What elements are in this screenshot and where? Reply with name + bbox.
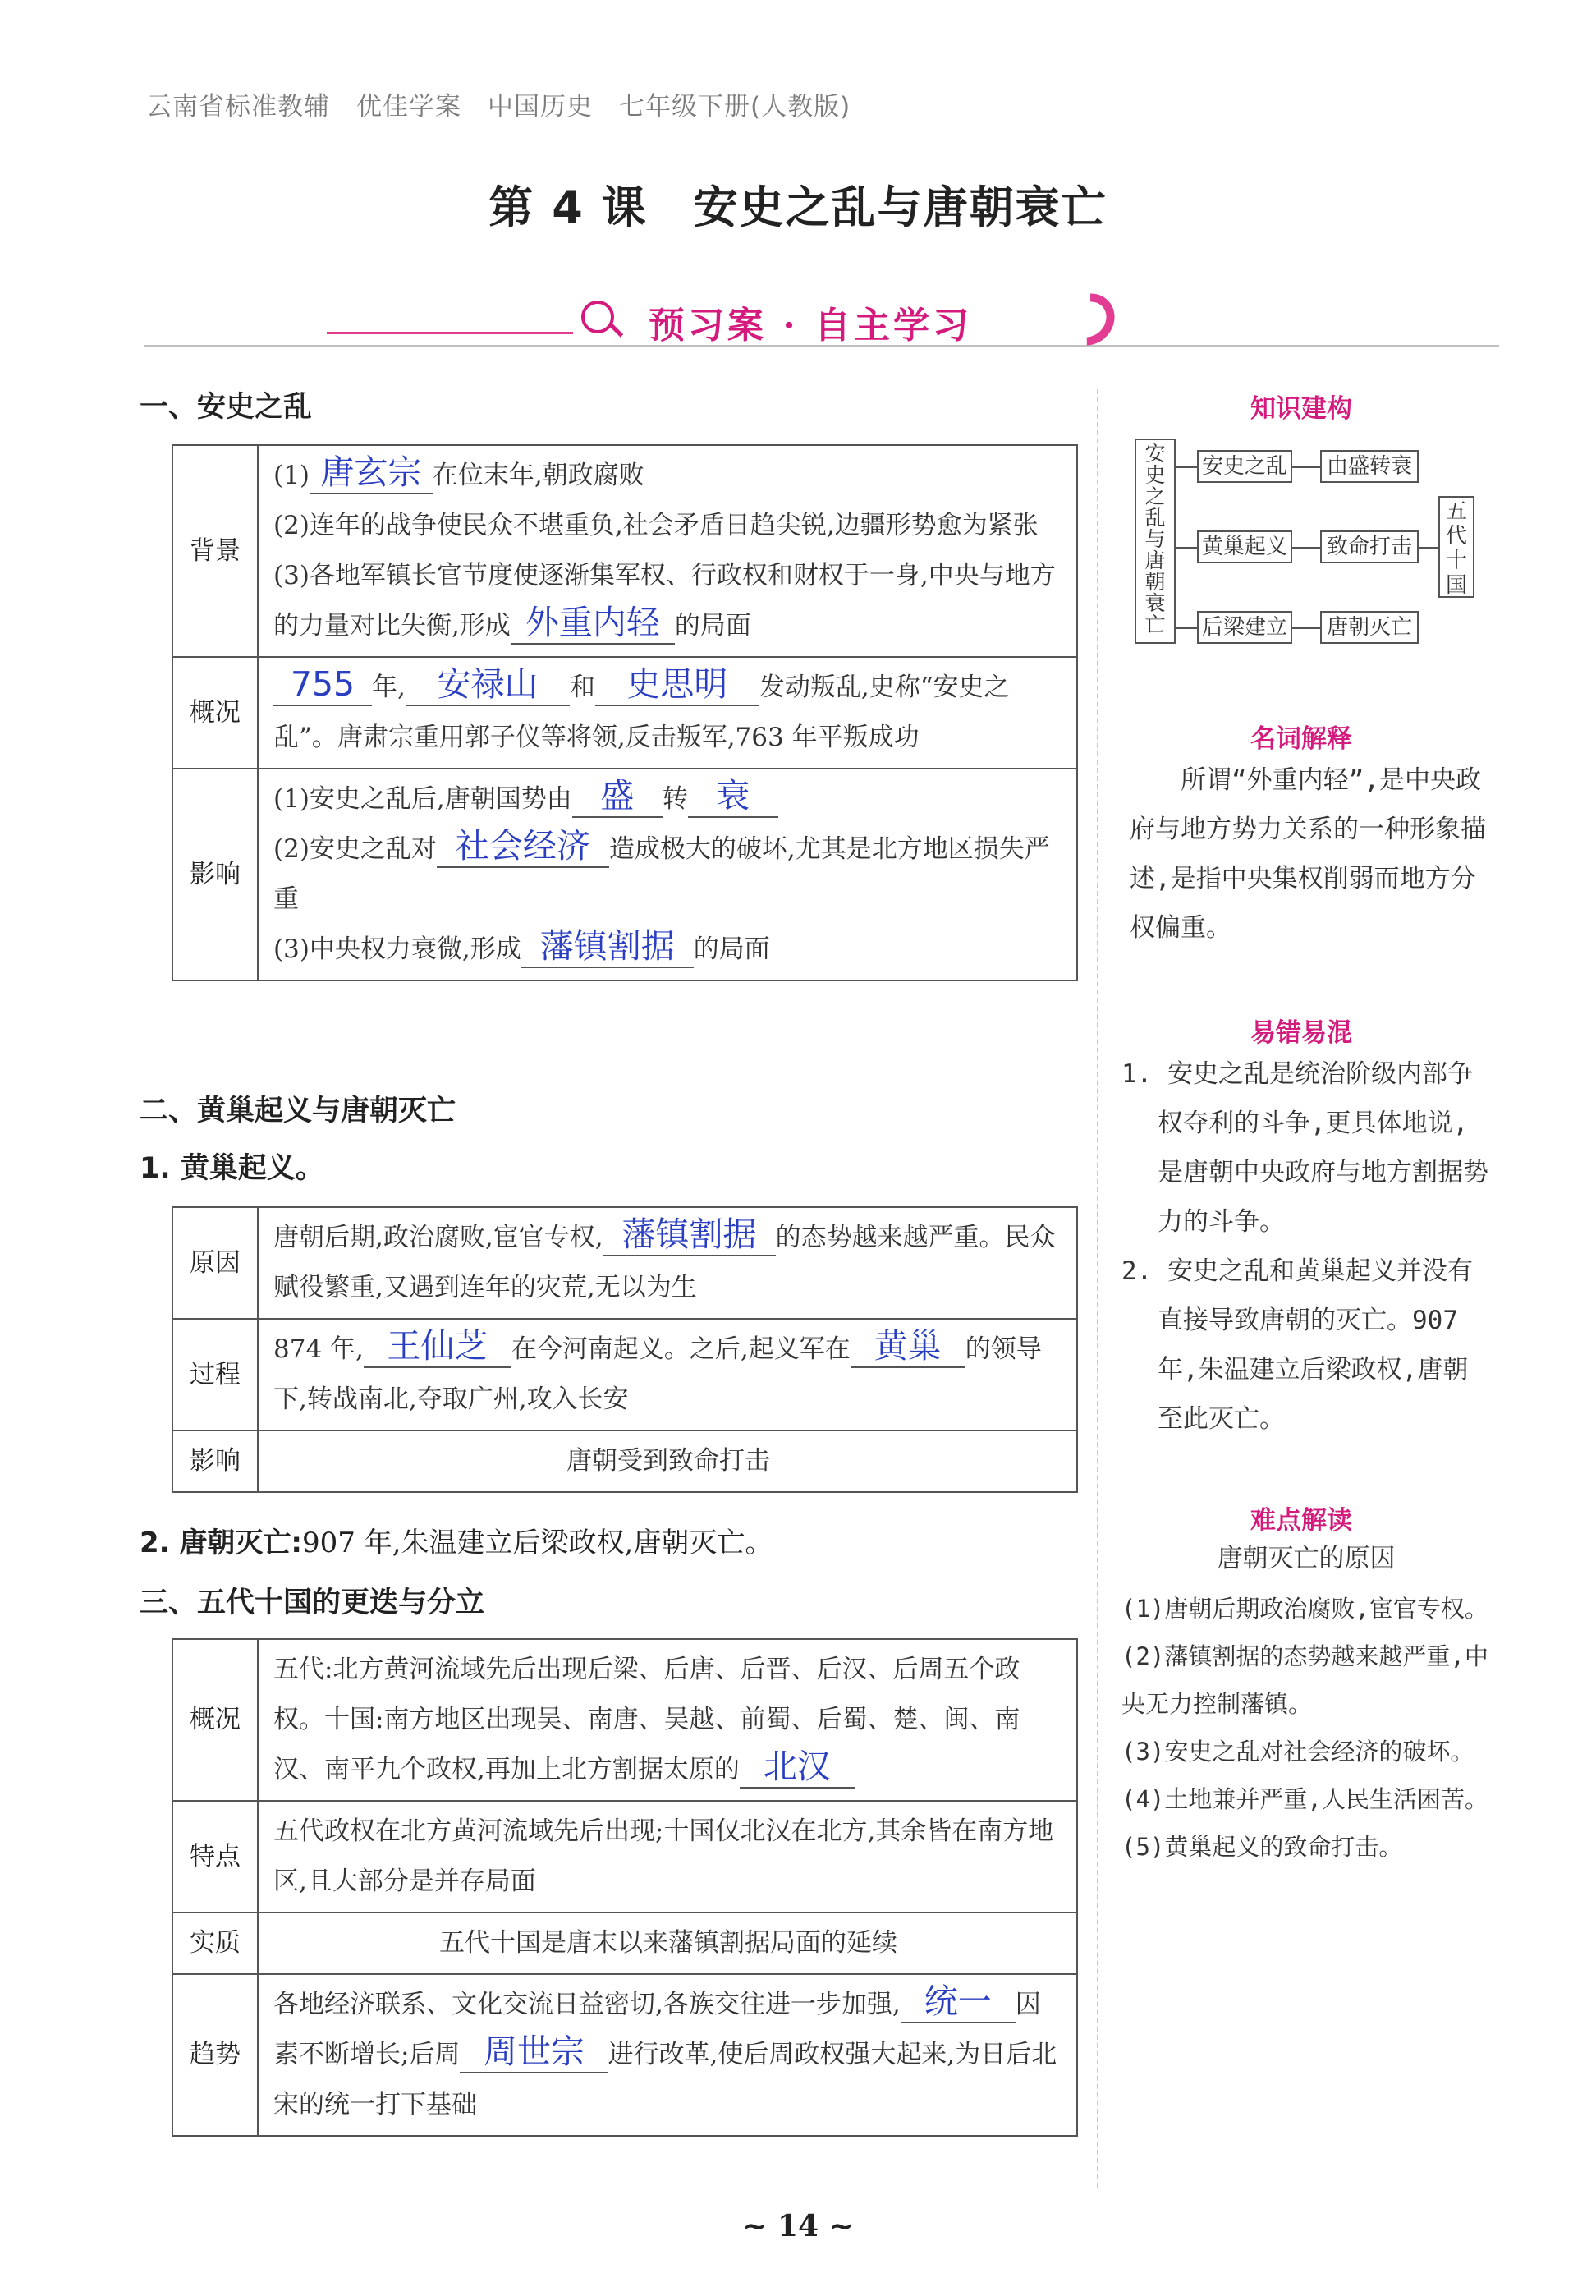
- sidebar-heading-term: 名词解释: [1250, 724, 1352, 754]
- text: (1): [273, 461, 310, 490]
- magnifier-handle-icon: [610, 324, 623, 337]
- answer-blank: 统一: [901, 1981, 1016, 2023]
- section-heading-3: 三、五代十国的更迭与分立: [140, 1587, 485, 1619]
- tang-fall-text: 907 年,朱温建立后梁政权,唐朝灭亡。: [302, 1527, 773, 1559]
- table-row: [172, 1319, 1077, 1430]
- table-row: [172, 1801, 1077, 1913]
- connector: [1176, 627, 1199, 629]
- row-label: 特点: [172, 1801, 258, 1913]
- structure-box-huangchao: 黄巢起义: [1197, 530, 1292, 563]
- banner-accent-line: [327, 332, 573, 334]
- answer-blank: 外重内轻: [511, 602, 675, 645]
- row-content: [258, 1319, 1077, 1430]
- sub-heading-tang-fall: 2. 唐朝灭亡:: [140, 1527, 303, 1559]
- row-label: 过程: [172, 1319, 258, 1430]
- table-row: [172, 1430, 1077, 1492]
- text: 五代:北方黄河流域先后出现后梁、后唐、后晋、后汉、后周五个政权。十国:南方地区出现吴、南唐、吴越、前蜀、后蜀、楚、闽、南汉、南平九个政权,再加上北方割据太原的: [273, 1655, 1020, 1784]
- row-label: 概况: [172, 657, 258, 769]
- structure-box-anshi: 安史之乱: [1197, 450, 1292, 483]
- text: 874 年,: [273, 1334, 364, 1364]
- table-row: [172, 445, 1077, 657]
- row-content: [258, 1974, 1077, 2136]
- difficulty-item: (1)唐朝后期政治腐败,宦官专权。: [1121, 1595, 1488, 1623]
- difficulty-item: (5)黄巢起义的致命打击。: [1121, 1833, 1403, 1861]
- sidebar-heading-difficulty: 难点解读: [1250, 1506, 1352, 1536]
- row-content: [258, 1639, 1077, 1801]
- row-label: 趋势: [172, 1974, 258, 2136]
- answer-blank: 藩镇割据: [521, 925, 694, 968]
- answer-blank: 盛: [572, 775, 663, 818]
- sub-heading-huangchao: 1. 黄巢起义。: [140, 1152, 324, 1185]
- text: 在今河南起义。之后,起义军在: [511, 1334, 851, 1364]
- row-label: 实质: [172, 1913, 258, 1974]
- answer-blank: 安禄山: [406, 664, 570, 706]
- row-content: 唐朝受到致命打击: [258, 1430, 1077, 1492]
- structure-box-houliang: 后梁建立: [1197, 611, 1292, 644]
- section-heading-2: 二、黄巢起义与唐朝灭亡: [140, 1095, 456, 1127]
- text: 年,: [372, 673, 406, 702]
- text: (3)中央权力衰微,形成: [273, 934, 521, 964]
- table-row: [172, 1913, 1077, 1974]
- row-label: 背景: [172, 445, 258, 657]
- table-row: [172, 1639, 1077, 1801]
- table-wudai: [172, 1638, 1078, 2137]
- row-content: [258, 657, 1077, 769]
- text: 发动叛乱,史称“安史之乱”。唐肃宗重用郭子仪等将领,反击叛军,763 年平叛成功: [273, 673, 1010, 752]
- structure-box-miewang: 唐朝灭亡: [1320, 611, 1419, 644]
- answer-blank: 衰: [688, 775, 778, 818]
- text: 的态势越来越严重。民众赋役繁重,又遇到连年的灾荒,无以为生: [273, 1223, 1056, 1302]
- table-row: [172, 657, 1077, 769]
- row-label: 原因: [172, 1207, 258, 1319]
- lesson-title: 第 4 课 安史之乱与唐朝衰亡: [488, 181, 1108, 233]
- answer-blank: 唐玄宗: [310, 452, 433, 494]
- arrow: [1292, 627, 1320, 629]
- row-content: [258, 769, 1077, 980]
- text: 各地经济联系、文化交流日益密切,各族交往进一步加强,: [273, 1990, 901, 2019]
- answer-blank: 北汉: [740, 1746, 855, 1789]
- text: 的领导下,转战南北,夺取广州,攻入长安: [273, 1334, 1042, 1414]
- text: 因素不断增长;后周: [273, 1990, 1041, 2069]
- column-divider: [1097, 389, 1098, 2188]
- row-content: [258, 445, 1077, 657]
- connector: [1176, 466, 1199, 468]
- term-explanation: 所谓“外重内轻”,是中央政府与地方势力关系的一种形象描述,是指中央集权削弱而地方分权偏重。: [1130, 765, 1486, 943]
- structure-box-shengshuai: 由盛转衰: [1320, 450, 1419, 483]
- answer-blank: 史思明: [595, 664, 759, 706]
- text: 和: [569, 673, 595, 702]
- text: 造成极大的破坏,尤其是北方地区损失严重: [273, 834, 1050, 914]
- structure-root-box: 安史之乱与唐朝衰亡: [1135, 439, 1176, 644]
- text: (2)安史之乱对: [273, 834, 437, 864]
- text: 在位末年,朝政腐败: [432, 461, 644, 490]
- text: 进行改革,使后周政权强大起来,为日后北宋的统一打下基础: [273, 2040, 1057, 2119]
- sidebar-heading-structure: 知识建构: [1250, 394, 1352, 424]
- difficulty-item: (3)安史之乱对社会经济的破坏。: [1121, 1738, 1474, 1766]
- text: 转: [662, 784, 688, 814]
- table-huangchao: [172, 1206, 1078, 1493]
- table-an-shi: [172, 444, 1078, 981]
- connector: [1176, 547, 1199, 549]
- magnifier-icon: [581, 301, 614, 333]
- answer-blank: 藩镇割据: [603, 1214, 776, 1256]
- table-row: [172, 769, 1077, 980]
- section-heading-1: 一、安史之乱: [140, 391, 313, 424]
- answer-blank: 755: [273, 664, 372, 706]
- row-content: 五代十国是唐末以来藩镇割据局面的延续: [258, 1913, 1077, 1974]
- text: (3)各地军镇长官节度使逐渐集军权、行政权和财权于一身,中央与地方的力量对比失衡,形成: [273, 561, 1056, 641]
- answer-blank: 王仙芝: [364, 1325, 511, 1368]
- tang-fall-line: [140, 1520, 773, 1560]
- text: 的局面: [674, 611, 751, 641]
- arrow: [1292, 466, 1320, 468]
- arrow: [1419, 547, 1438, 549]
- table-row: [172, 1207, 1077, 1319]
- table-row: [172, 1974, 1077, 2136]
- structure-box-zhiming: 致命打击: [1320, 530, 1419, 563]
- book-header: 云南省标准教辅 优佳学案 中国历史 七年级下册(人教版): [146, 92, 851, 122]
- sidebar-heading-mistakes: 易错易混: [1250, 1018, 1352, 1048]
- mistake-item-2: 2. 安史之乱和黄巢起义并没有直接导致唐朝的灭亡。907 年,朱温建立后梁政权,唐朝至此灭亡。: [1121, 1256, 1473, 1434]
- row-label: 影响: [172, 769, 258, 980]
- text: (2)连年的战争使民众不堪重负,社会矛盾日趋尖锐,边疆形势愈为紧张: [273, 511, 1039, 540]
- structure-box-wudai: 五代十国: [1438, 496, 1474, 598]
- row-label: 影响: [172, 1430, 258, 1492]
- row-content: 五代政权在北方黄河流域先后出现;十国仅北汉在北方,其余皆在南方地区,且大部分是并存局面: [258, 1801, 1077, 1913]
- text: 唐朝后期,政治腐败,宦官专权,: [273, 1223, 603, 1252]
- answer-blank: 社会经济: [437, 825, 609, 868]
- answer-blank: 黄巢: [851, 1325, 965, 1368]
- answer-blank: 周世宗: [460, 2031, 608, 2073]
- arrow: [1292, 547, 1320, 549]
- text: 的局面: [693, 934, 770, 964]
- text: (1)安史之乱后,唐朝国势由: [273, 784, 572, 814]
- difficulty-subtitle: 唐朝灭亡的原因: [1217, 1544, 1396, 1573]
- difficulty-item: (4)土地兼并严重,人民生活困苦。: [1121, 1785, 1488, 1813]
- row-content: [258, 1207, 1077, 1319]
- difficulty-item: (2)藩镇割据的态势越来越严重,中央无力控制藩镇。: [1121, 1642, 1488, 1718]
- mistake-item-1: 1. 安史之乱是统治阶级内部争权夺利的斗争,更具体地说,是唐朝中央政府与地方割据势力的斗争。: [1121, 1059, 1488, 1237]
- page-number: ~ 14 ~: [742, 2209, 854, 2243]
- section-banner: 预习案 · 自主学习: [649, 305, 972, 347]
- row-label: 概况: [172, 1639, 258, 1801]
